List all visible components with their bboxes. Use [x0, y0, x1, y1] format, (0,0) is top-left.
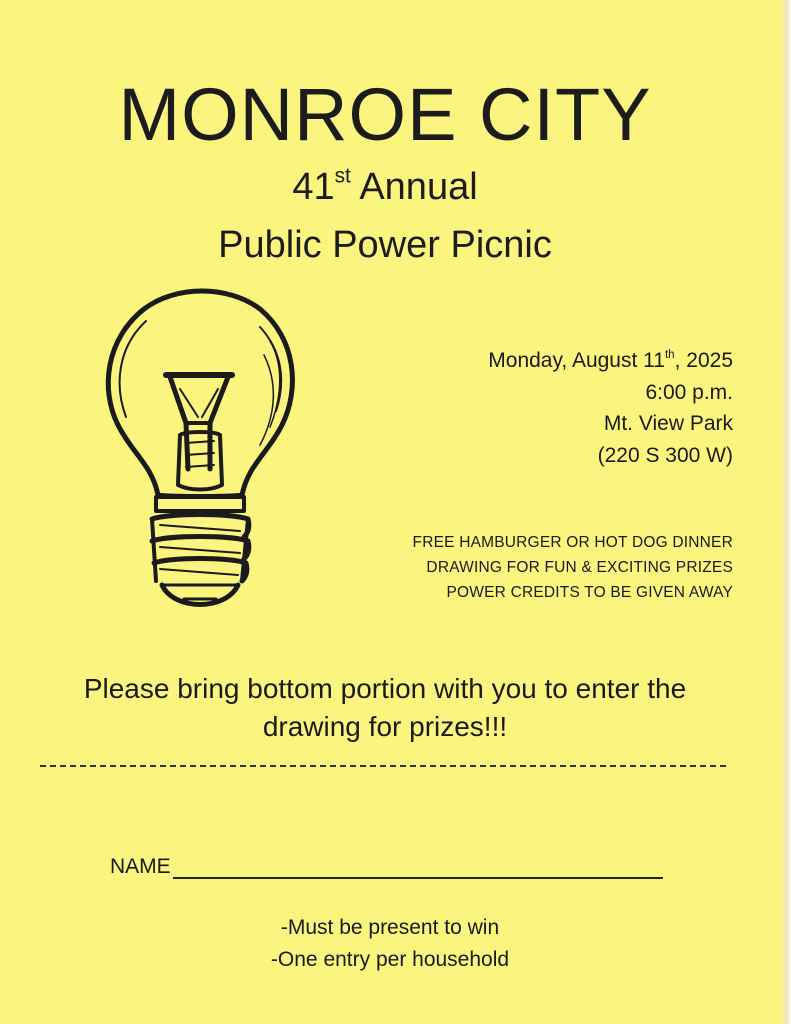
event-date-year: , 2025 — [674, 349, 733, 372]
perk-item: FREE HAMBURGER OR HOT DOG DINNER — [412, 534, 733, 551]
rule-item: -One entry per household — [270, 948, 510, 971]
flyer-title: MONROE CITY — [118, 73, 652, 156]
tear-off-line — [40, 765, 726, 767]
drawing-notice-line: Please bring bottom portion with you to enter the — [83, 673, 687, 704]
perk-item: POWER CREDITS TO BE GIVEN AWAY — [446, 584, 733, 601]
event-time: 6:00 p.m. — [645, 380, 733, 404]
entry-rules — [0, 912, 780, 976]
event-name: Public Power Picnic — [218, 224, 552, 266]
event-date-main: Monday, August 11 — [488, 349, 665, 372]
drawing-notice — [0, 670, 770, 746]
edition-word: Annual — [359, 166, 478, 208]
name-entry — [110, 853, 663, 879]
name-label: NAME — [110, 855, 171, 878]
event-details — [488, 345, 733, 471]
event-date-suffix: th — [664, 348, 675, 361]
event-address: (220 S 300 W) — [597, 443, 733, 467]
event-location: Mt. View Park — [603, 412, 733, 435]
edition-number: 41 — [292, 166, 335, 208]
rule-item: -Must be present to win — [280, 916, 500, 939]
perks-list — [413, 530, 733, 605]
edition-heading — [0, 166, 770, 209]
name-blank-line[interactable] — [173, 853, 663, 879]
paper-edge — [781, 0, 791, 1024]
event-date — [488, 345, 733, 377]
drawing-notice-line: drawing for prizes!!! — [262, 711, 508, 742]
edition-suffix: st — [334, 164, 351, 188]
light-bulb-icon — [100, 285, 300, 615]
perk-item: DRAWING FOR FUN & EXCITING PRIZES — [426, 559, 733, 576]
